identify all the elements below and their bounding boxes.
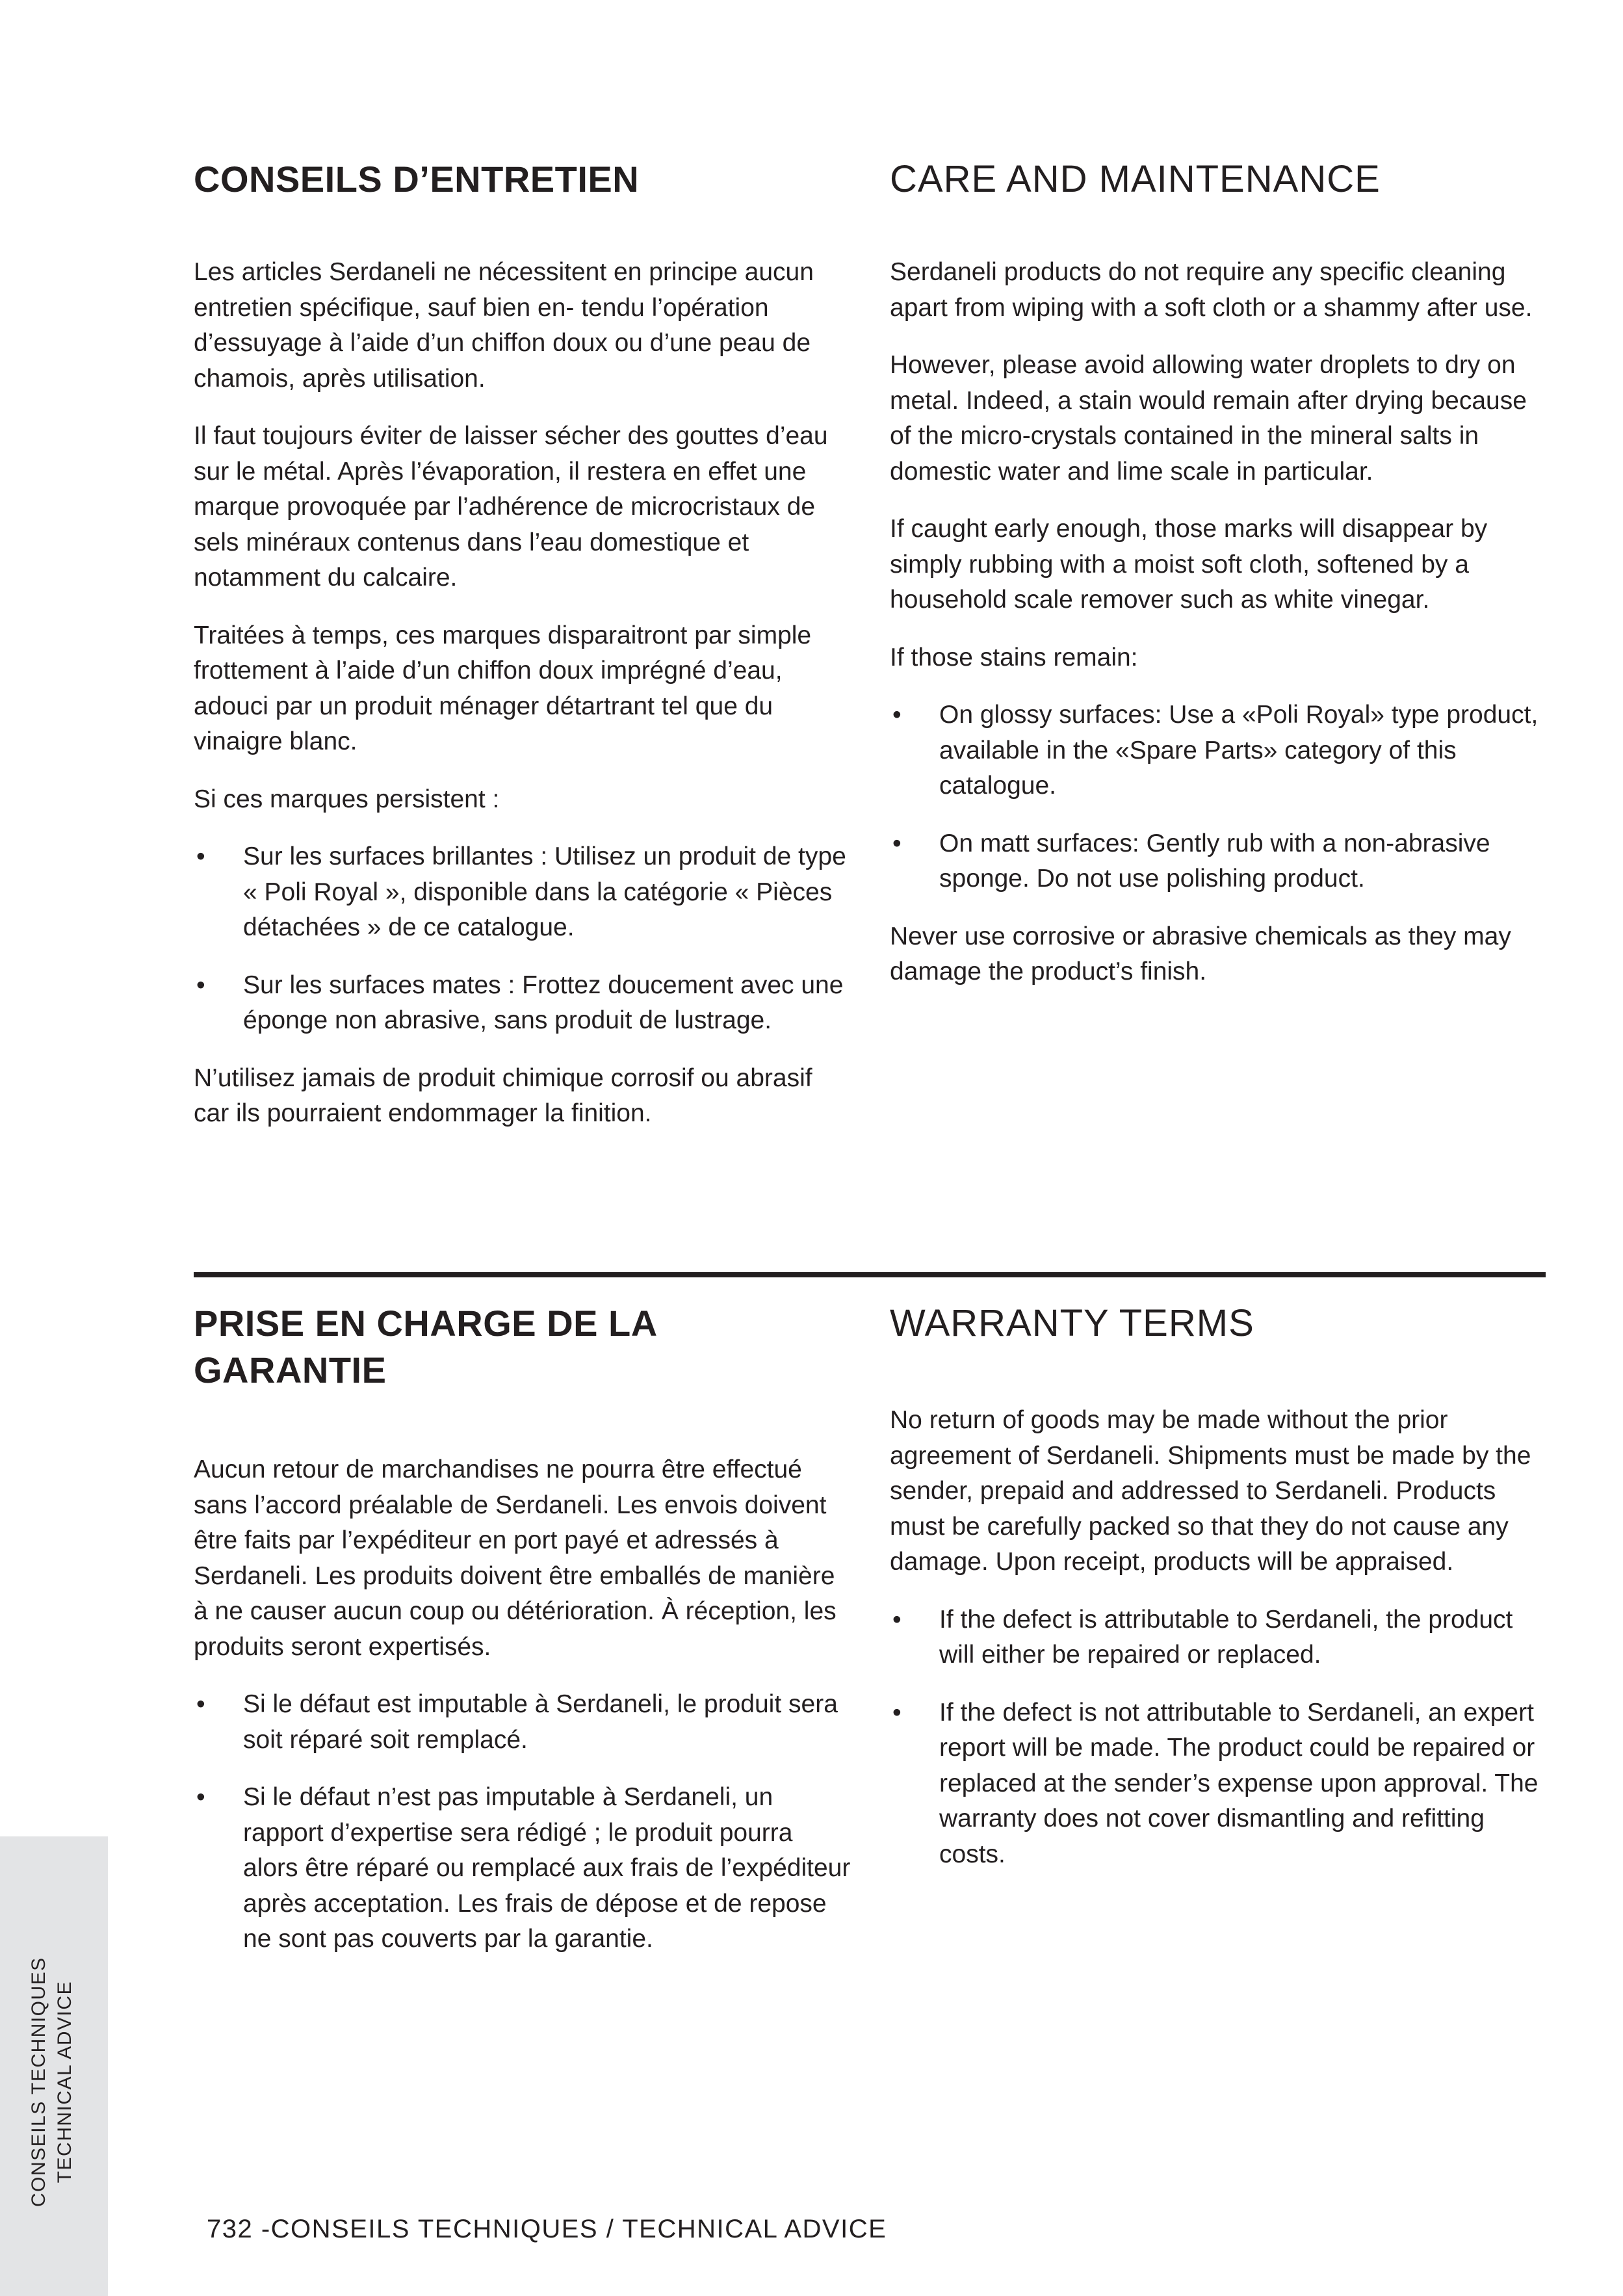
side-tab-label [26,1957,78,2207]
list-item-text: If the defect is attributable to Serdaneli, the product will either be repaired or replaced. [939,1605,1513,1669]
list-item-text: If the defect is not attributable to Serdaneli, an expert report will be made. The product could be repaired or replaced at the sender’s expense upon approval. The warranty does not cover dismantling and refitting costs. [939,1698,1539,1868]
side-tab-line-fr: CONSEILS TECHNIQUES [28,1957,49,2207]
list-item [194,839,851,946]
bullet-icon: • [892,1605,902,1634]
bullet-icon: • [892,701,902,729]
warranty-paragraph-fr: Aucun retour de marchandises ne pourra être effectué sans l’accord préalable de Serdaneli. Les envois doivent être faits par l’expéditeur en port payé et adressés à Serdaneli. Les produits doivent être emballés de manière à ne causer aucun coup ou détérioration. À réception, les produits seront expertisés. [194,1455,837,1661]
warranty-section-fr [194,1300,851,1979]
list-item-text: Sur les surfaces mates : Frottez doucement avec une éponge non abrasive, sans produit de lustrage. [243,971,844,1034]
care-paragraph-en: However, please avoid allowing water droplets to dry on metal. Indeed, a stain would remain after drying because of the micro-crystals contained in the mineral salts in domestic water and lime scale in particular. [890,351,1527,486]
care-bullet-list-en [890,698,1548,897]
warranty-title-en: WARRANTY TERMS [890,1302,1254,1344]
list-item [890,1602,1548,1673]
list-item-text: Si le défaut est imputable à Serdaneli, le produit sera soit réparé soit remplacé. [243,1690,838,1754]
list-item-text: Si le défaut n’est pas imputable à Serdaneli, un rapport d’expertise sera rédigé ; le produit pourra alors être réparé ou remplacé aux frais de l’expéditeur après acceptation. Les frais de dépose et de repose ne sont pas couverts par la garantie. [243,1783,851,1953]
care-title-en: CARE AND MAINTENANCE [890,158,1381,200]
care-bullet-list-fr [194,839,851,1039]
warranty-paragraph-en: No return of goods may be made without the prior agreement of Serdaneli. Shipments must be made by the sender, prepaid and addressed to Serdaneli. Products must be carefully packed so that they do not cause any damage. Upon receipt, products will be appraised. [890,1406,1531,1576]
care-paragraph-fr: Si ces marques persistent : [194,785,500,813]
list-item [890,1695,1548,1873]
warranty-bullet-list-fr [194,1687,851,1957]
list-item [194,1687,851,1758]
section-divider [194,1272,1546,1277]
care-section-fr [194,156,851,1154]
bullet-icon: • [196,971,205,999]
bullet-icon: • [892,829,902,857]
care-paragraph-fr: Il faut toujours éviter de laisser sécher des gouttes d’eau sur le métal. Après l’évaporation, il restera en effet une marque provoquée par l’adhérence de microcristaux de sels minéraux contenus dans l’eau domestique et notamment du calcaire. [194,422,828,592]
warranty-title-fr: PRISE EN CHARGE DE LA GARANTIE [194,1303,656,1390]
list-item [194,1780,851,1957]
care-paragraph-en: If those stains remain: [890,643,1138,672]
care-paragraph-fr: Les articles Serdaneli ne nécessitent en principe aucun entretien spécifique, sauf bien en- tendu l’opération d’essuyage à l’aide d’un chiffon doux ou d’une peau de chamois, après utilisation. [194,258,814,393]
care-paragraph-en: Serdaneli products do not require any specific cleaning apart from wiping with a soft cloth or a shammy after use. [890,258,1533,322]
page-footer: 732 -CONSEILS TECHNIQUES / TECHNICAL ADVICE [207,2215,887,2243]
warranty-bullet-list-en [890,1602,1548,1873]
bullet-icon: • [196,1783,205,1811]
warranty-section-en [890,1300,1548,1894]
list-item-text: Sur les surfaces brillantes : Utilisez un produit de type « Poli Royal », disponible dans la catégorie « Pièces détachées » de ce catalogue. [243,842,846,941]
side-tab-line-en: TECHNICAL ADVICE [54,1981,75,2184]
care-paragraph-fr: Traitées à temps, ces marques disparaitront par simple frottement à l’aide d’un chiffon doux imprégné d’eau, adouci par un produit ménager détartrant tel que du vinaigre blanc. [194,621,812,755]
bullet-icon: • [892,1698,902,1727]
bullet-icon: • [196,1690,205,1718]
list-item-text: On glossy surfaces: Use a «Poli Royal» type product, available in the «Spare Parts» category of this catalogue. [939,701,1539,800]
list-item [890,698,1548,804]
list-item [194,968,851,1039]
bullet-icon: • [196,842,205,870]
care-title-fr: CONSEILS D’ENTRETIEN [194,159,640,200]
list-item [890,826,1548,897]
care-closing-en: Never use corrosive or abrasive chemicals as they may damage the product’s finish. [890,922,1511,985]
list-item-text: On matt surfaces: Gently rub with a non-abrasive sponge. Do not use polishing product. [939,829,1490,893]
care-closing-fr: N’utilisez jamais de produit chimique corrosif ou abrasif car ils pourraient endommager la finition. [194,1063,812,1127]
care-paragraph-en: If caught early enough, those marks will disappear by simply rubbing with a moist soft cloth, softened by a household scale remover such as white vinegar. [890,515,1488,614]
care-section-en [890,156,1548,1012]
